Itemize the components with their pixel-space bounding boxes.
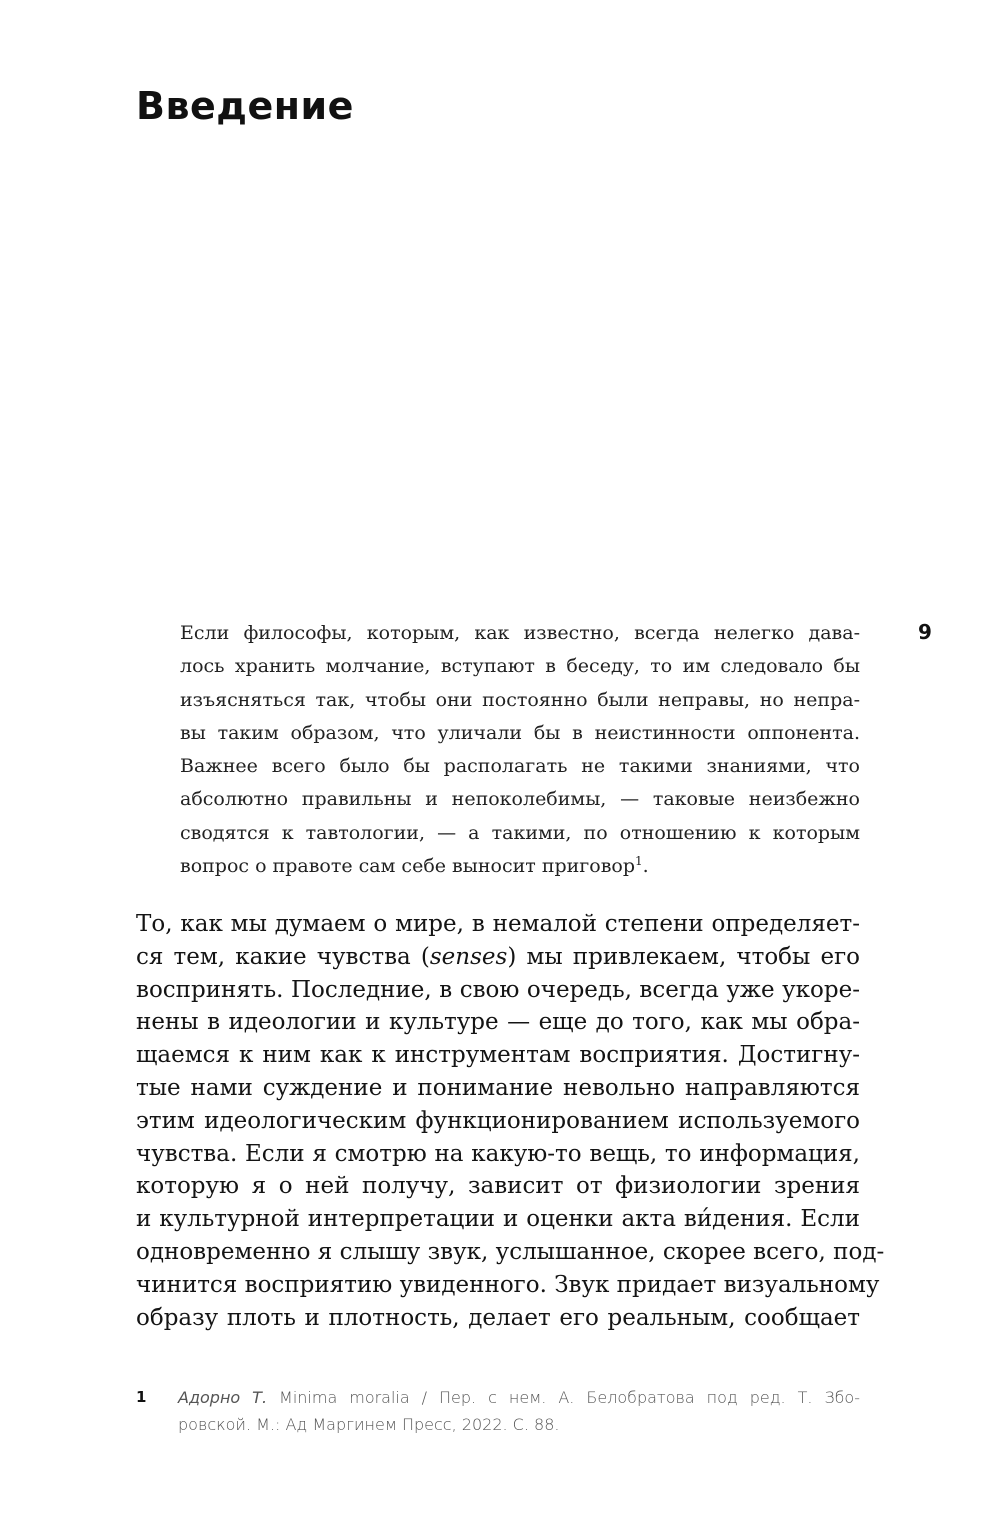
body-italic-term: senses xyxy=(429,943,508,970)
epigraph-line: вы таким образом, что уличали бы в неистинности оппонента. xyxy=(180,721,860,744)
page-number: 9 xyxy=(918,620,932,644)
epigraph-line: Важнее всего было бы располагать не такими знаниями, что xyxy=(180,755,860,778)
chapter-title: Введение xyxy=(136,84,354,128)
body-line xyxy=(136,941,860,974)
body-line: чувства. Если я смотрю на какую-то вещь, то информация, xyxy=(136,1140,860,1167)
body-text xyxy=(136,908,885,1334)
epigraph-line-text: вопрос о правоте сам себе выносит приговор xyxy=(180,855,635,878)
footnote-line: ровской. М.: Ад Маргинем Пресс, 2022. С. 88. xyxy=(178,1415,560,1434)
body-line: То, как мы думаем о мире, в немалой степени определяет- xyxy=(136,911,860,937)
body-line: этим идеологическим функционированием используемого xyxy=(136,1107,860,1134)
body-line-text: ) мы привлекаем, чтобы его xyxy=(507,943,860,970)
body-line: одновременно я слышу звук, услышанное, скорее всего, под- xyxy=(136,1238,885,1265)
footnote-line xyxy=(178,1384,860,1411)
footnote-line-text: Minima moralia / Пер. с нем. А. Белобратова под ред. Т. Збо- xyxy=(267,1388,860,1407)
footnote-reference[interactable]: 1 xyxy=(635,854,643,869)
body-line-text: ся тем, какие чувства ( xyxy=(136,943,430,970)
footnote xyxy=(178,1384,860,1438)
body-line: которую я о ней получу, зависит от физиологии зрения xyxy=(136,1173,860,1200)
epigraph-closing-punct: . xyxy=(642,855,649,878)
body-line: и культурной интерпретации и оценки акта ви́дения. Если xyxy=(136,1206,860,1233)
epigraph-last-line xyxy=(180,850,860,883)
epigraph-line: абсолютно правильны и непоколебимы, — таковые неизбежно xyxy=(180,788,860,811)
body-line: щаемся к ним как к инструментам восприятия. Достигну- xyxy=(136,1042,860,1069)
epigraph-line: Если философы, которым, как известно, всегда нелегко дава- xyxy=(180,622,860,644)
epigraph-line: лось хранить молчание, вступают в беседу, то им следовало бы xyxy=(180,655,860,678)
body-line: воспринять. Последние, в свою очередь, всегда уже укоре- xyxy=(136,976,860,1003)
body-line: нены в идеологии и культуре — еще до того, как мы обра- xyxy=(136,1009,860,1036)
footnote-marker: 1 xyxy=(136,1388,147,1406)
epigraph-line: изъясняться так, чтобы они постоянно были неправы, но непра- xyxy=(180,688,860,711)
epigraph-line: сводятся к тавтологии, — а такими, по отношению к которым xyxy=(180,821,860,844)
footnote-author: Адорно Т. xyxy=(178,1388,268,1407)
epigraph xyxy=(180,617,860,883)
body-line: тые нами суждение и понимание невольно направляются xyxy=(136,1074,860,1101)
body-line: образу плоть и плотность, делает его реальным, сообщает xyxy=(136,1304,860,1331)
body-line: чинится восприятию увиденного. Звук придает визуальному xyxy=(136,1271,880,1298)
